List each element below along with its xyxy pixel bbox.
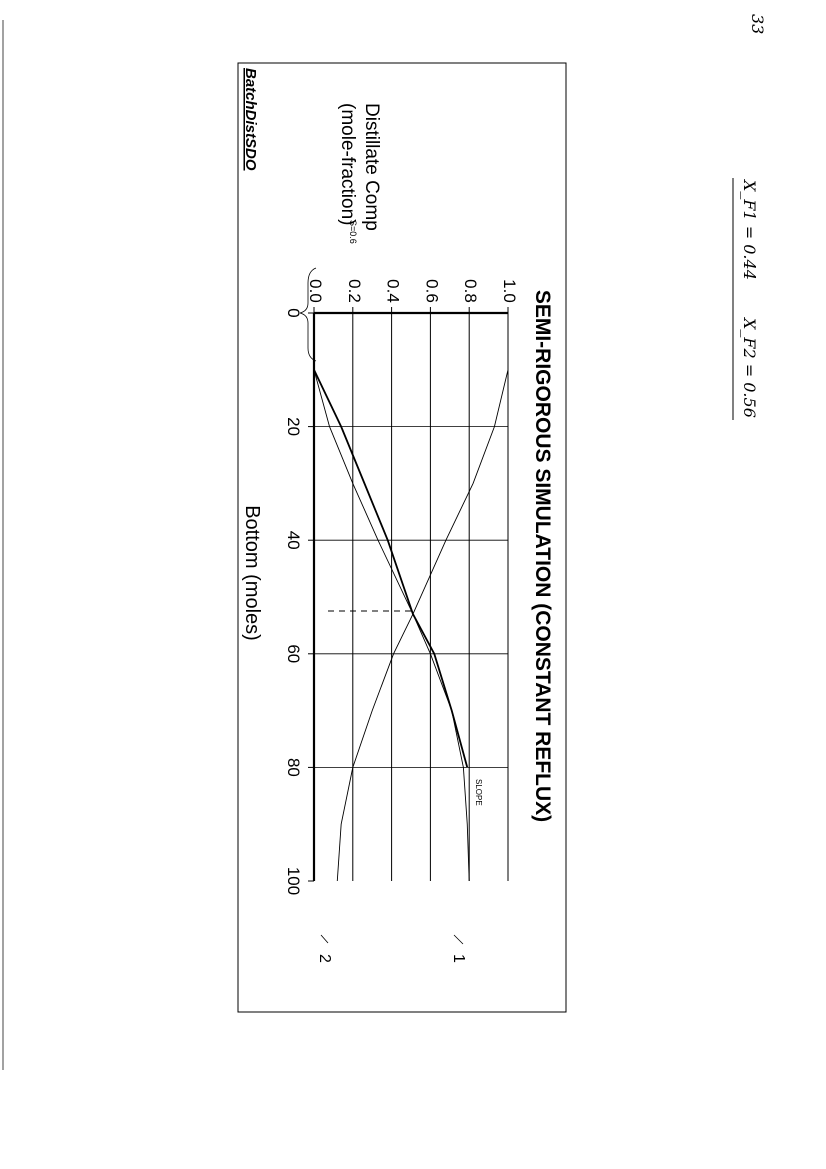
x-tick-label: 60: [284, 644, 303, 664]
y-axis-label-line2: (mole-fraction): [337, 103, 358, 226]
y-tick-label: 0.8: [461, 279, 481, 303]
x-tick-label: 0: [284, 308, 303, 318]
series-markers: [316, 935, 467, 963]
series-2-marker-label: 2: [316, 954, 333, 963]
slope-annotation: SLOPE: [474, 779, 483, 806]
chart-title: SEMI-RIGOROUS SIMULATION (CONSTANT REFLUX): [531, 289, 554, 823]
x-tick-label: 100: [284, 866, 303, 896]
y-tick-label: 0.4: [383, 279, 403, 303]
y-tick-label: 0.2: [344, 279, 364, 303]
handwritten-xf2: X_F2 = 0.56: [740, 318, 759, 418]
x-tick-label: 80: [284, 757, 303, 777]
x-tick-label: 40: [284, 530, 303, 550]
series-2-marker-tick: [321, 935, 328, 943]
brace-label: S=0.6: [348, 220, 358, 244]
y-tick-label: 1.0: [500, 279, 519, 303]
x-axis-label: Bottom (moles): [241, 505, 263, 641]
y-tick-label: 0.6: [422, 279, 442, 303]
x-tick-label: 20: [284, 417, 303, 437]
series-1-marker-label: 1: [450, 954, 467, 963]
y-axis-label-line1: Distillate Comp: [361, 103, 382, 231]
y-tick-label: 0.0: [306, 279, 325, 303]
series-1-marker-tick: [454, 935, 463, 944]
chart: [241, 68, 554, 963]
y-axis-label: [337, 103, 382, 231]
software-label: BatchDistSDO: [242, 68, 259, 171]
handwritten-xf1: X_F1 = 0.44: [740, 180, 759, 280]
handwritten-feed-notes: [733, 178, 759, 420]
handwritten-corner-mark: 33: [748, 14, 767, 35]
